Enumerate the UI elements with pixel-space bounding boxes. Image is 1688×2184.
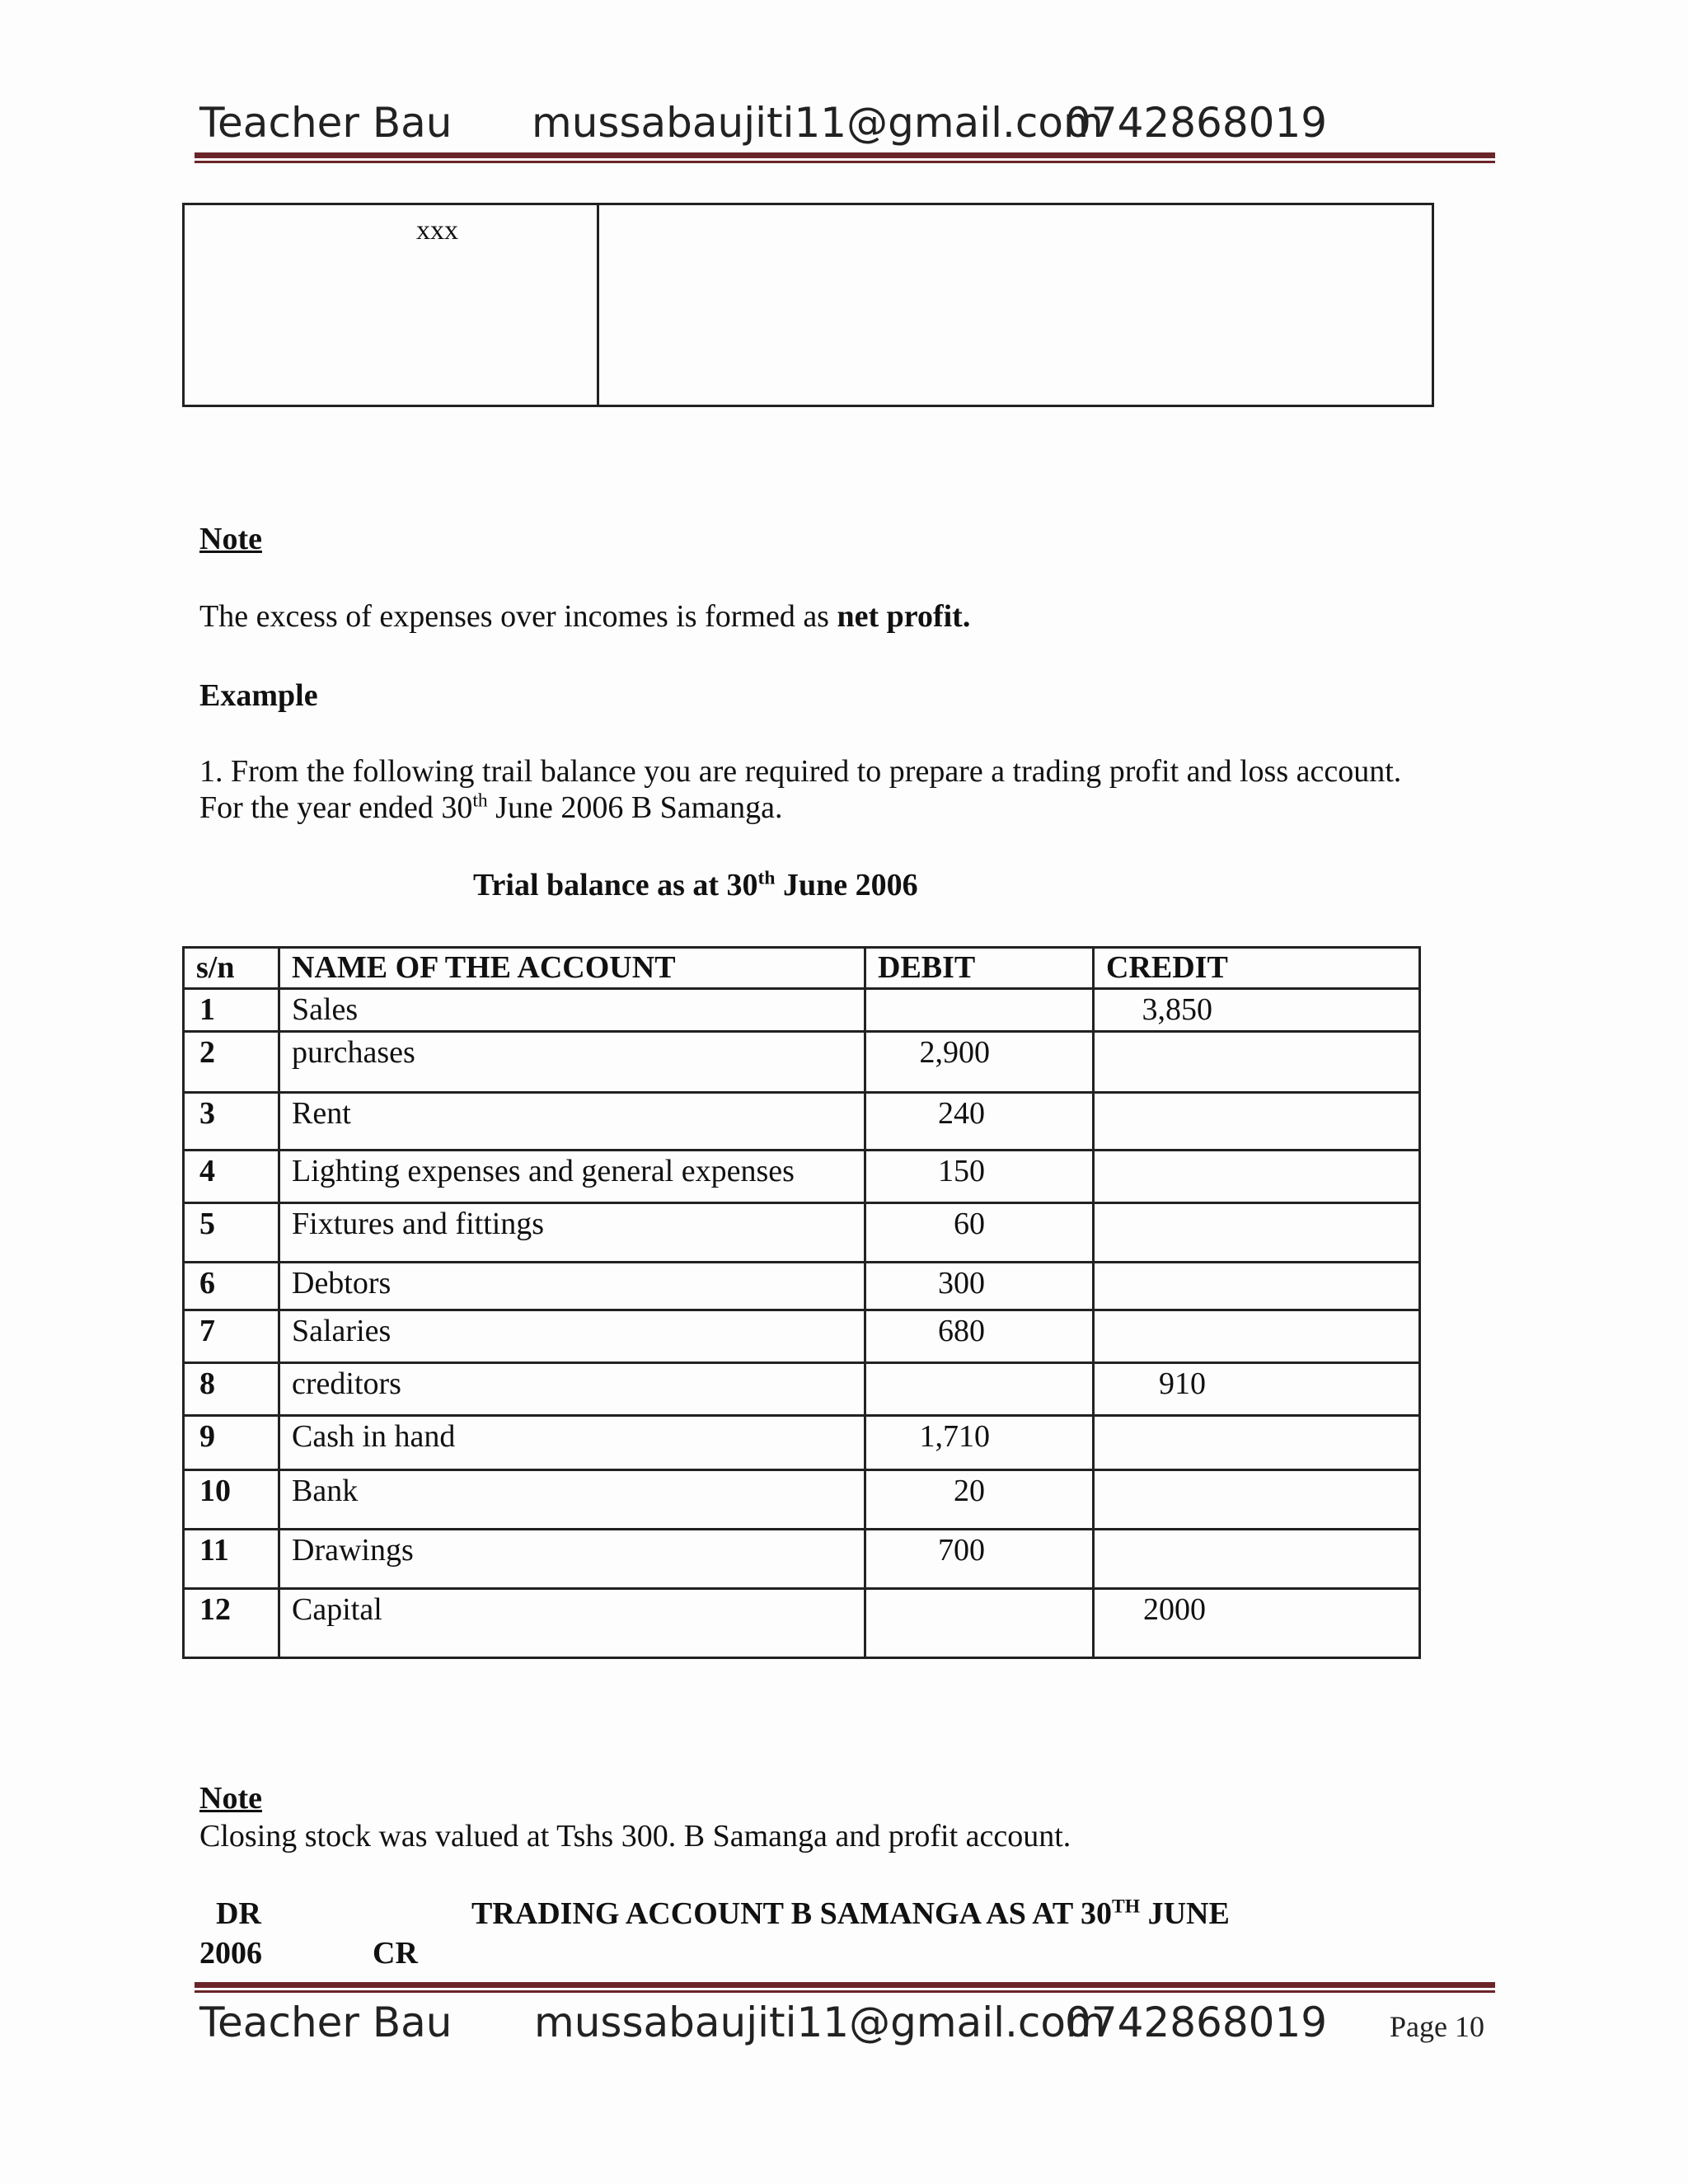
cell-account-name: Salaries (279, 1310, 865, 1363)
cell-account-name: Lighting expenses and general expenses (279, 1151, 865, 1203)
cell-debit: 680 (865, 1310, 1094, 1363)
cell-account-name: Capital (279, 1589, 865, 1658)
cell-debit: 60 (865, 1203, 1094, 1263)
table-row (184, 1151, 1420, 1203)
header-credit: CREDIT (1094, 948, 1420, 989)
cell-sn: 9 (184, 1416, 279, 1470)
cell-credit: 3,850 (1094, 989, 1420, 1032)
header-account-name: NAME OF THE ACCOUNT (279, 948, 865, 989)
cell-account-name: Fixtures and fittings (279, 1203, 865, 1263)
cell-sn: 12 (184, 1589, 279, 1658)
cell-sn: 3 (184, 1093, 279, 1151)
box-right-cell (599, 205, 1432, 405)
cell-credit (1094, 1263, 1420, 1310)
cell-account-name: Debtors (279, 1263, 865, 1310)
cell-credit (1094, 1416, 1420, 1470)
footer-author: Teacher Bau (199, 1999, 452, 2046)
table-row (184, 1530, 1420, 1589)
trial-balance-title: Trial balance as at 30th June 2006 (473, 867, 918, 902)
trading-account-title: TRADING ACCOUNT B SAMANGA AS AT 30TH JUNE (471, 1896, 1230, 1931)
note-heading: Note (199, 522, 262, 556)
header-author: Teacher Bau (199, 99, 452, 147)
cell-credit (1094, 1032, 1420, 1093)
continued-account-box (182, 203, 1434, 407)
box-left-cell (185, 205, 599, 405)
cell-account-name: Rent (279, 1093, 865, 1151)
footer-email: mussabaujiti11@gmail.com (534, 1999, 1106, 2046)
header-email: mussabaujiti11@gmail.com (532, 99, 1104, 147)
cell-credit (1094, 1310, 1420, 1363)
box-left-text: xxx (416, 215, 458, 246)
table-header-row (184, 948, 1420, 989)
table-row (184, 1032, 1420, 1093)
header-sn: s/n (184, 948, 279, 989)
cell-sn: 6 (184, 1263, 279, 1310)
cell-debit (865, 1589, 1094, 1658)
cell-account-name: Bank (279, 1470, 865, 1530)
footer-rule (195, 1982, 1495, 1993)
header-debit: DEBIT (865, 948, 1094, 989)
cell-debit (865, 1363, 1094, 1416)
cell-debit: 700 (865, 1530, 1094, 1589)
cell-debit: 2,900 (865, 1032, 1094, 1093)
cell-sn: 8 (184, 1363, 279, 1416)
table-row (184, 1310, 1420, 1363)
example-question-line1: 1. From the following trail balance you are required to prepare a trading profit and loss account. (199, 754, 1402, 789)
header-rule (195, 152, 1495, 163)
trading-year: 2006 (199, 1936, 262, 1971)
table-row (184, 1589, 1420, 1658)
cell-credit: 2000 (1094, 1589, 1420, 1658)
cell-credit (1094, 1203, 1420, 1263)
cell-debit (865, 989, 1094, 1032)
cr-label: CR (373, 1936, 418, 1971)
table-row (184, 989, 1420, 1032)
cell-account-name: Cash in hand (279, 1416, 865, 1470)
cell-credit (1094, 1530, 1420, 1589)
cell-account-name: creditors (279, 1363, 865, 1416)
table-row (184, 1416, 1420, 1470)
cell-sn: 2 (184, 1032, 279, 1093)
cell-debit: 300 (865, 1263, 1094, 1310)
table-row (184, 1203, 1420, 1263)
trial-balance-table (182, 946, 1421, 1659)
cell-debit: 240 (865, 1093, 1094, 1151)
example-question-line2: For the year ended 30th June 2006 B Samanga. (199, 790, 783, 825)
cell-credit (1094, 1151, 1420, 1203)
cell-credit: 910 (1094, 1363, 1420, 1416)
page-number: Page 10 (1390, 2010, 1484, 2043)
cell-credit (1094, 1470, 1420, 1530)
example-heading: Example (199, 678, 318, 713)
table-row (184, 1470, 1420, 1530)
cell-account-name: Drawings (279, 1530, 865, 1589)
cell-sn: 4 (184, 1151, 279, 1203)
dr-label: DR (216, 1896, 261, 1931)
table-row (184, 1093, 1420, 1151)
cell-debit: 20 (865, 1470, 1094, 1530)
table-row (184, 1363, 1420, 1416)
cell-sn: 10 (184, 1470, 279, 1530)
cell-debit: 150 (865, 1151, 1094, 1203)
table-row (184, 1263, 1420, 1310)
cell-credit (1094, 1093, 1420, 1151)
note2-text: Closing stock was valued at Tshs 300. B Samanga and profit account. (199, 1819, 1071, 1854)
cell-debit: 1,710 (865, 1416, 1094, 1470)
footer-phone: 0742868019 (1065, 1999, 1328, 2046)
note-text: The excess of expenses over incomes is formed as net profit. (199, 599, 971, 634)
cell-account-name: purchases (279, 1032, 865, 1093)
note2-heading: Note (199, 1781, 262, 1816)
cell-sn: 1 (184, 989, 279, 1032)
cell-account-name: Sales (279, 989, 865, 1032)
cell-sn: 11 (184, 1530, 279, 1589)
cell-sn: 5 (184, 1203, 279, 1263)
header-phone: 0742868019 (1065, 99, 1328, 147)
cell-sn: 7 (184, 1310, 279, 1363)
